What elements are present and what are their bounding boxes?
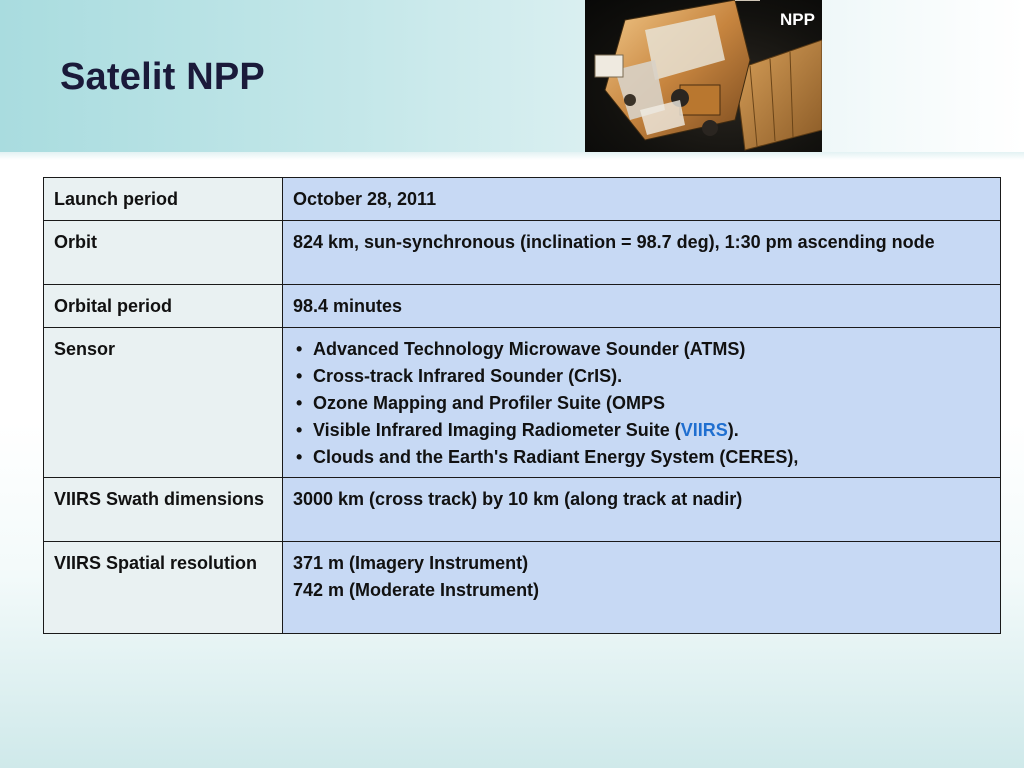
sensor-list-cell xyxy=(283,328,1001,478)
table-row xyxy=(44,478,1001,542)
satellite-image-label: NPP xyxy=(780,10,815,29)
viirs-link[interactable]: VIIRS xyxy=(680,420,728,440)
viirs-item-suffix: ). xyxy=(727,420,739,440)
list-item: • Advanced Technology Microwave Sounder (ATMS) xyxy=(293,336,990,363)
resolution-line: 742 m (Moderate Instrument) xyxy=(293,580,540,600)
row-label: Sensor xyxy=(44,328,283,478)
list-item: • Ozone Mapping and Profiler Suite (OMPS xyxy=(293,390,990,417)
row-value: 98.4 minutes xyxy=(283,285,1001,328)
table-row xyxy=(44,542,1001,634)
row-label: Orbit xyxy=(44,221,283,285)
list-item: • Clouds and the Earth's Radiant Energy System (CERES), xyxy=(293,444,990,471)
npp-info-table xyxy=(43,177,1001,634)
row-label: Orbital period xyxy=(44,285,283,328)
row-value: October 28, 2011 xyxy=(283,178,1001,221)
slide-title: Satelit NPP xyxy=(60,56,265,98)
row-label: VIIRS Spatial resolution xyxy=(44,542,283,634)
viirs-item-prefix: Visible Infrared Imaging Radiometer Suite ( xyxy=(313,420,681,440)
row-value: 824 km, sun-synchronous (inclination = 98.7 deg), 1:30 pm ascending node xyxy=(283,221,1001,285)
table-row xyxy=(44,328,1001,478)
row-value: 3000 km (cross track) by 10 km (along track at nadir) xyxy=(283,478,1001,542)
row-label: Launch period xyxy=(44,178,283,221)
list-item: • Cross-track Infrared Sounder (CrIS). xyxy=(293,363,990,390)
sensor-list xyxy=(293,336,990,471)
table-row xyxy=(44,221,1001,285)
row-label: VIIRS Swath dimensions xyxy=(44,478,283,542)
row-value xyxy=(283,542,1001,634)
resolution-line: 371 m (Imagery Instrument) xyxy=(293,553,529,573)
list-item xyxy=(293,417,990,444)
table-row xyxy=(44,285,1001,328)
table-row xyxy=(44,178,1001,221)
